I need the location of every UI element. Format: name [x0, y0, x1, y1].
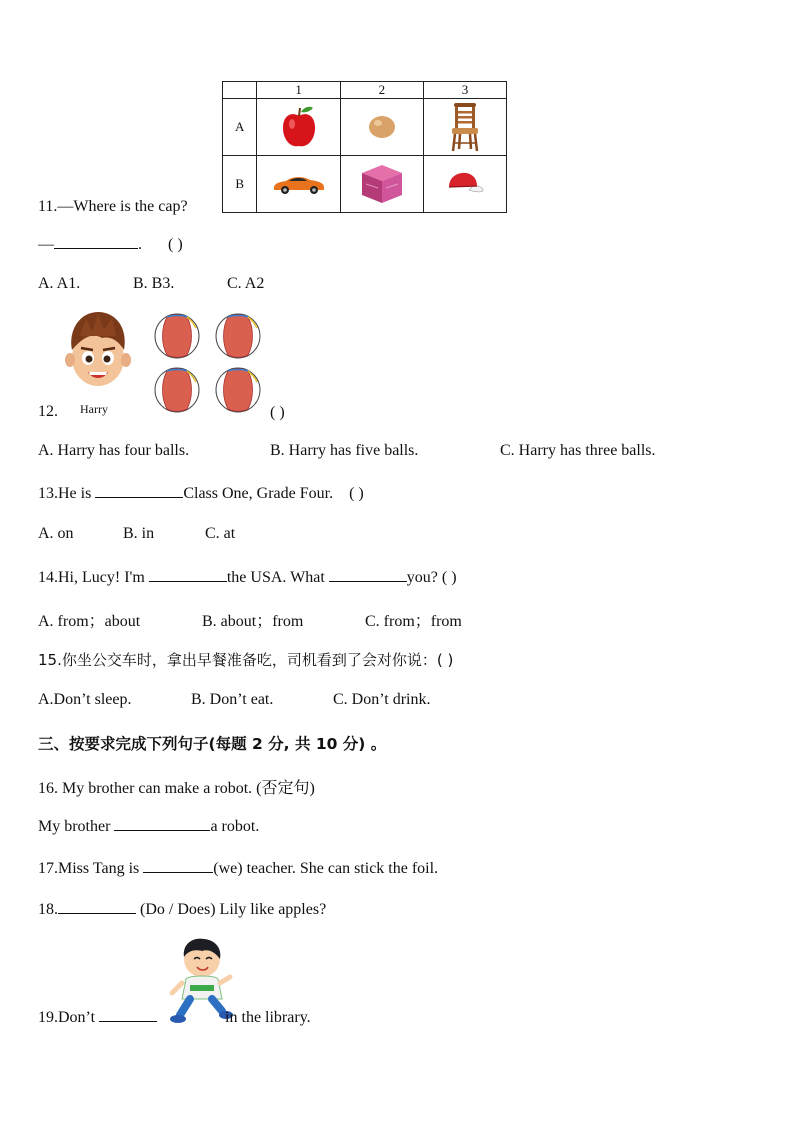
q12-person-name: Harry — [80, 402, 108, 416]
q14-blank-1[interactable] — [149, 567, 227, 582]
chair-icon — [448, 101, 482, 153]
egg-icon — [367, 114, 397, 140]
q18-question — [38, 899, 326, 919]
col-header-2: 2 — [340, 82, 423, 99]
q17-question — [38, 858, 438, 878]
q17-answer-blank[interactable] — [143, 858, 213, 873]
table-row-b — [223, 156, 507, 213]
q15-option-a[interactable]: A.Don’t sleep. — [38, 691, 132, 708]
ball-icon — [216, 314, 260, 358]
boy-harry-icon — [62, 310, 134, 396]
q16-answer-blank[interactable] — [114, 816, 210, 831]
q16-question: 16. My brother can make a robot. (否定句) — [38, 780, 315, 797]
q14-text-before: 14.Hi, Lucy! I'm — [38, 569, 149, 586]
q17-text-before: 17.Miss Tang is — [38, 860, 144, 877]
q18-answer-blank[interactable] — [58, 899, 136, 914]
q11-option-b[interactable]: B. B3. — [133, 275, 175, 292]
q13-text-after: Class One, Grade Four. — [183, 485, 334, 502]
q12-option-c[interactable]: C. Harry has three balls. — [500, 442, 656, 459]
q14-option-b[interactable]: B. about；from — [202, 613, 304, 630]
q17-text-after: (we) teacher. She can stick the foil. — [213, 860, 439, 877]
q16-text-after: a robot. — [210, 818, 260, 835]
cap-icon — [445, 171, 485, 197]
q14-option-c[interactable]: C. from；from — [365, 613, 462, 630]
q18-text-before: 18. — [38, 901, 58, 918]
q11-paren[interactable]: ( ) — [168, 236, 183, 253]
q15-question: 15.你坐公交车时，拿出早餐准备吃，司机看到了会对你说：( ) — [38, 651, 454, 669]
q11-dash: — — [38, 236, 54, 253]
q11-option-a[interactable]: A. A1. — [38, 275, 81, 292]
picture-grid-table — [222, 81, 507, 213]
q12-option-a[interactable]: A. Harry has four balls. — [38, 442, 190, 459]
q14-blank-2[interactable] — [329, 567, 407, 582]
table-header-row — [223, 82, 507, 99]
q12-number: 12. — [38, 403, 58, 420]
ball-icon — [216, 368, 260, 412]
balls-picture — [152, 312, 264, 414]
gift-box-icon — [360, 163, 404, 205]
q11-period: . — [138, 236, 142, 253]
ball-icon — [155, 314, 199, 358]
q19-question — [38, 1007, 311, 1027]
row-label-a: A — [223, 99, 257, 156]
q11-answer-line — [38, 234, 183, 254]
q12-option-b[interactable]: B. Harry has five balls. — [270, 442, 419, 459]
section-3-title: 三、按要求完成下列句子(每题 2 分, 共 10 分) 。 — [38, 735, 387, 753]
q13-option-c[interactable]: C. at — [205, 525, 236, 542]
q16-answer-line — [38, 816, 259, 836]
q14-option-a[interactable]: A. from；about — [38, 613, 141, 630]
q13-option-a[interactable]: A. on — [38, 525, 74, 542]
q18-text-after: (Do / Does) Lily like apples? — [136, 901, 327, 918]
apple-icon — [279, 104, 319, 150]
table-row-a — [223, 99, 507, 156]
table-corner-cell — [223, 82, 257, 99]
q14-text-mid: the USA. What — [226, 569, 329, 586]
q13-text-before: 13.He is — [38, 485, 96, 502]
row-label-b: B — [223, 156, 257, 213]
q15-option-b[interactable]: B. Don’t eat. — [191, 691, 274, 708]
col-header-3: 3 — [423, 82, 506, 99]
q13-paren[interactable]: ( ) — [349, 485, 364, 502]
car-icon — [272, 173, 326, 195]
q11-question: 11.—Where is the cap? — [38, 198, 188, 215]
q12-paren[interactable]: ( ) — [270, 404, 285, 421]
q14-text-after: you? ( ) — [406, 569, 457, 586]
q19-text-before: 19.Don’t — [38, 1009, 100, 1026]
q13-answer-blank[interactable] — [95, 483, 183, 498]
ball-icon — [155, 368, 199, 412]
q11-answer-blank[interactable] — [54, 234, 138, 249]
q11-option-c[interactable]: C. A2 — [227, 275, 265, 292]
q13-option-b[interactable]: B. in — [123, 525, 155, 542]
q16-text-before: My brother — [38, 818, 115, 835]
q15-option-c[interactable]: C. Don’t drink. — [333, 691, 431, 708]
q13-question — [38, 483, 364, 503]
q14-question — [38, 567, 457, 587]
col-header-1: 1 — [257, 82, 340, 99]
q19-text-after: in the library. — [225, 1009, 311, 1026]
q19-answer-blank[interactable] — [99, 1007, 157, 1022]
